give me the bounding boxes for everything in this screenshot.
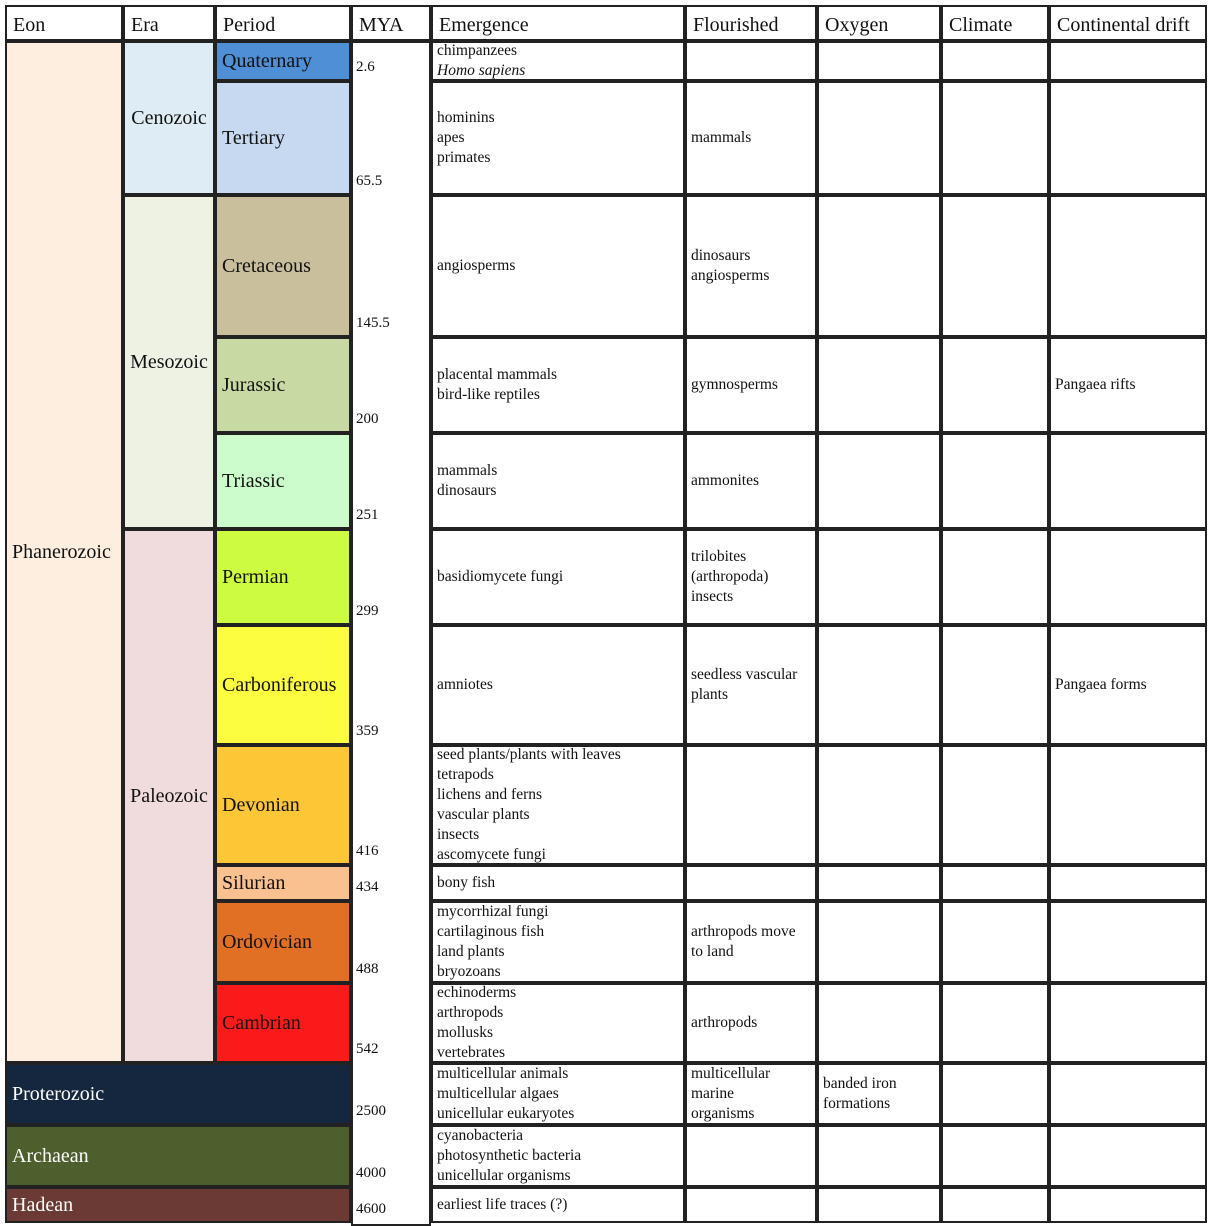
flourished-cell [685,983,817,1063]
oxygen-cell [817,901,941,983]
eon-archaean [5,1125,351,1187]
text-line: seedless vascular [691,666,798,683]
eon-phanerozoic [5,41,123,1063]
drift-cell [1049,745,1207,865]
text-line: ammonites [691,472,760,489]
text-line: unicellular eukaryotes [437,1105,575,1122]
flourished-cell [685,81,817,195]
eon-label: Hadean [12,1193,74,1216]
period-permian [215,529,351,625]
text-line: multicellular [691,1065,771,1082]
text-line: mammals [691,129,752,146]
text-line: photosynthetic bacteria [437,1147,582,1164]
header-oxygen: Oxygen [817,5,941,41]
period-cambrian [215,983,351,1063]
climate-cell [941,983,1049,1063]
text-line: multicellular animals [437,1065,569,1082]
header-emergence: Emergence [431,5,685,41]
flourished-cell [685,1187,817,1223]
text-line: insects [437,826,480,843]
emergence-cell [431,1125,685,1187]
text-line: unicellular organisms [437,1167,571,1184]
climate-cell [941,195,1049,337]
emergence-cell [431,41,685,81]
period-tertiary [215,81,351,195]
text-line: angiosperms [691,267,770,284]
flourished-cell [685,1063,817,1125]
eon-proterozoic [5,1063,351,1125]
flourished-cell [685,337,817,433]
drift-cell [1049,983,1207,1063]
oxygen-cell [817,1187,941,1223]
period-quaternary [215,41,351,81]
text-line: seed plants/plants with leaves [437,746,621,763]
text-line: marine [691,1085,735,1102]
drift-cell [1049,1187,1207,1223]
text-line: trilobites [691,548,747,565]
text-line: apes [437,129,465,146]
climate-cell [941,625,1049,745]
climate-cell [941,529,1049,625]
period-label: Devonian [222,793,300,816]
header-mya: MYA [351,5,431,41]
text-line: echinoderms [437,984,517,1001]
mya-value: 4600 [356,1201,386,1217]
text-line: (arthropoda) [691,568,769,585]
emergence-cell [431,337,685,433]
header-eon: Eon [5,5,123,41]
period-label: Permian [222,565,289,588]
oxygen-cell [817,337,941,433]
text-line: angiosperms [437,257,516,274]
text-line: Homo sapiens [437,62,526,79]
text-line: amniotes [437,676,493,693]
drift-cell [1049,865,1207,901]
text-line: cyanobacteria [437,1127,524,1144]
text-line: mycorrhizal fungi [437,903,549,920]
era-cenozoic [123,41,215,195]
period-triassic [215,433,351,529]
mya-value: 2.6 [356,59,375,75]
climate-cell [941,1063,1049,1125]
era-label: Cenozoic [131,106,207,129]
text-line: Pangaea rifts [1055,376,1136,393]
text-line: multicellular algaes [437,1085,559,1102]
period-label: Ordovician [222,930,312,953]
text-line: arthropods [691,1014,758,1031]
climate-cell [941,81,1049,195]
text-line: earliest life traces (?) [437,1196,568,1213]
mya-value: 4000 [356,1165,386,1181]
mya-value: 2500 [356,1103,386,1119]
emergence-cell [431,865,685,901]
period-label: Cambrian [222,1011,301,1034]
mya-value: 251 [356,507,379,523]
text-line: formations [823,1095,891,1112]
text-line: cartilaginous fish [437,923,545,940]
text-line: mollusks [437,1024,493,1041]
oxygen-cell [817,529,941,625]
header-climate: Climate [941,5,1049,41]
oxygen-cell [817,745,941,865]
drift-cell [1049,41,1207,81]
oxygen-cell [817,1063,941,1125]
flourished-cell [685,901,817,983]
emergence-cell [431,1187,685,1223]
text-line: land plants [437,943,505,960]
eon-label: Phanerozoic [12,540,111,563]
period-carboniferous [215,625,351,745]
text-line: arthropods [437,1004,504,1021]
mya-value: 359 [356,723,379,739]
period-ordovician [215,901,351,983]
text-line: gymnosperms [691,376,778,393]
drift-cell [1049,529,1207,625]
text-line: chimpanzees [437,42,518,59]
climate-cell [941,433,1049,529]
oxygen-cell [817,81,941,195]
text-line: mammals [437,462,498,479]
header-flourished: Flourished [685,5,817,41]
era-label: Mesozoic [130,350,208,373]
text-line: Pangaea forms [1055,676,1147,693]
mya-value: 65.5 [356,173,383,189]
climate-cell [941,745,1049,865]
text-line: arthropods move [691,923,796,940]
text-line: ascomycete fungi [437,846,546,863]
text-line: insects [691,588,734,605]
flourished-cell [685,41,817,81]
period-label: Jurassic [222,373,286,396]
drift-cell [1049,81,1207,195]
period-label: Silurian [222,871,286,894]
emergence-cell [431,745,685,865]
text-line: dinosaurs [437,482,497,499]
emergence-cell [431,625,685,745]
era-label: Paleozoic [130,784,208,807]
emergence-cell [431,529,685,625]
period-cretaceous [215,195,351,337]
drift-cell [1049,337,1207,433]
oxygen-cell [817,41,941,81]
text-line: to land [691,943,734,960]
mya-value: 200 [356,411,379,427]
emergence-cell [431,433,685,529]
drift-cell [1049,901,1207,983]
text-line: placental mammals [437,366,558,383]
mya-value: 145.5 [356,315,390,331]
period-label: Cretaceous [222,254,311,277]
flourished-cell [685,625,817,745]
text-line: banded iron [823,1075,897,1092]
text-line: basidiomycete fungi [437,568,564,585]
oxygen-cell [817,865,941,901]
text-line: organisms [691,1105,755,1122]
text-line: bryozoans [437,963,501,980]
drift-cell [1049,1063,1207,1125]
text-line: bony fish [437,874,496,891]
text-line: vertebrates [437,1044,505,1061]
text-line: dinosaurs [691,247,751,264]
flourished-cell [685,195,817,337]
mya-value: 488 [356,961,379,977]
era-mesozoic [123,195,215,529]
climate-cell [941,1187,1049,1223]
text-line: lichens and ferns [437,786,543,803]
climate-cell [941,865,1049,901]
emergence-cell [431,81,685,195]
emergence-cell [431,195,685,337]
period-devonian [215,745,351,865]
oxygen-cell [817,1125,941,1187]
header-continental-drift: Continental drift [1049,5,1207,41]
oxygen-cell [817,433,941,529]
eon-hadean [5,1187,351,1223]
era-paleozoic [123,529,215,1063]
drift-cell [1049,195,1207,337]
period-label: Carboniferous [222,673,337,696]
mya-value: 416 [356,843,379,859]
period-jurassic [215,337,351,433]
period-label: Tertiary [222,126,286,149]
oxygen-cell [817,195,941,337]
text-line: primates [437,149,491,166]
period-label: Quaternary [222,49,312,72]
mya-value: 542 [356,1041,379,1057]
mya-value: 434 [356,879,379,895]
text-line: hominins [437,109,495,126]
climate-cell [941,901,1049,983]
emergence-cell [431,901,685,983]
climate-cell [941,337,1049,433]
text-line: tetrapods [437,766,494,783]
text-line: bird-like reptiles [437,386,540,403]
eon-label: Archaean [12,1144,89,1167]
drift-cell [1049,625,1207,745]
header-period: Period [215,5,351,41]
oxygen-cell [817,625,941,745]
flourished-cell [685,1125,817,1187]
drift-cell [1049,433,1207,529]
mya-value: 299 [356,603,379,619]
climate-cell [941,41,1049,81]
emergence-cell [431,1063,685,1125]
oxygen-cell [817,983,941,1063]
flourished-cell [685,745,817,865]
period-label: Triassic [222,469,285,492]
flourished-cell [685,865,817,901]
header-era: Era [123,5,215,41]
flourished-cell [685,529,817,625]
period-silurian [215,865,351,901]
flourished-cell [685,433,817,529]
climate-cell [941,1125,1049,1187]
drift-cell [1049,1125,1207,1187]
eon-label: Proterozoic [12,1082,105,1105]
text-line: vascular plants [437,806,530,823]
text-line: plants [691,686,729,703]
emergence-cell [431,983,685,1063]
